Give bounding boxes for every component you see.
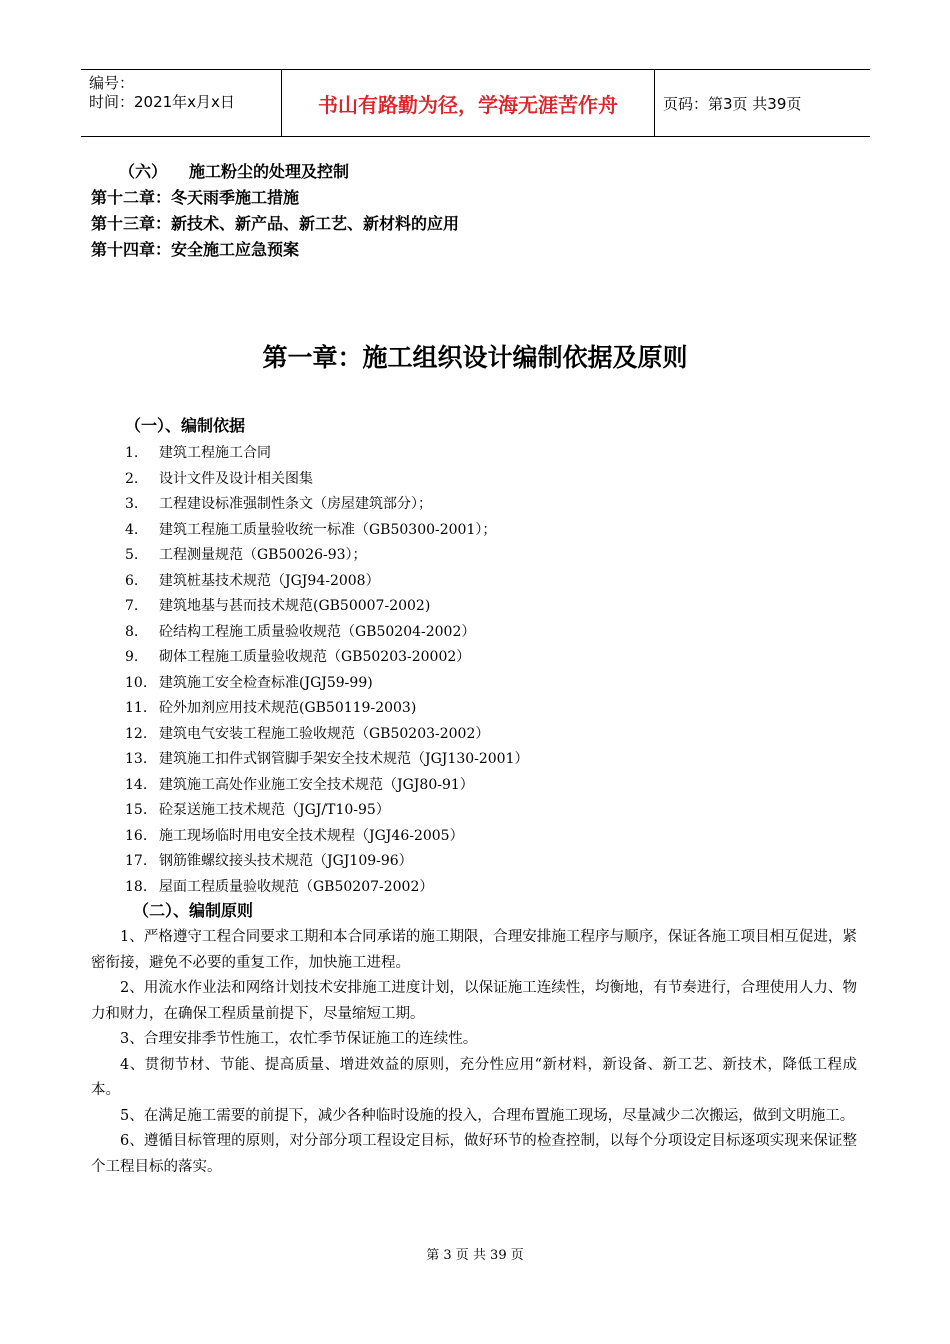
list-item: 9. 砌体工程施工质量验收规范（GB50203-20002） [125,649,471,665]
toc-sub-item-number: （六） [119,162,168,181]
list-item: 14. 建筑施工高处作业施工安全技术规范（JGJ80-91） [125,776,474,793]
section-title-principles: （二）、编制原则 [133,901,254,920]
principle-paragraph: 6、遵循目标管理的原则，对分部分项工程设定目标，做好环节的检查控制，以每个分项设定目标逐项实现来保证整个工程目标的落实。 [91,1133,857,1175]
toc-sub-item [91,159,459,185]
toc-sub-item-text: 施工粉尘的处理及控制 [189,162,350,181]
page-header [81,69,870,137]
list-item: 3. 工程建设标准强制性条文（房屋建筑部分）； [125,496,432,512]
document-date: 时间：2021年x月x日 [89,93,235,111]
list-item: 4. 建筑工程施工质量验收统一标准（GB50300-2001）； [125,521,497,538]
list-item: 5. 工程测量规范（GB50026-93）； [125,547,367,563]
toc-chapter: 第十三章：新技术、新产品、新工艺、新材料的应用 [91,214,460,233]
list-item: 2. 设计文件及设计相关图集 [125,470,313,487]
principles-body [91,925,857,1180]
toc-chapter: 第十二章：冬天雨季施工措施 [91,188,300,207]
principle-paragraph: 3、合理安排季节性施工，农忙季节保证施工的连续性。 [120,1031,478,1047]
document-number-label: 编号： [89,74,135,92]
header-page-info: 页码：第3页 共39页 [663,94,802,113]
list-item: 7. 建筑地基与甚而技术规范(GB50007-2002) [125,598,431,614]
page-footer: 第 3 页 共 39 页 [426,1248,524,1263]
header-motto: 书山有路勤为径，学海无涯苦作舟 [281,70,655,136]
list-item: 6. 建筑桩基技术规范（JGJ94-2008） [125,572,380,589]
principle-paragraph: 4、贯彻节材、节能、提高质量、增进效益的原则，充分性应用“新材料，新设备、新工艺、新技术，降低工程成本。 [91,1056,857,1098]
list-item: 13. 建筑施工扣件式钢管脚手架安全技术规范（JGJ130-2001） [125,751,529,767]
list-item: 12. 建筑电气安装工程施工验收规范（GB50203-2002） [125,725,490,742]
list-item: 16. 施工现场临时用电安全技术规程（JGJ46-2005） [125,827,464,844]
list-item: 18. 屋面工程质量验收规范（GB50207-2002） [125,878,434,895]
list-item: 15. 砼泵送施工技术规范（JGJ/T10-95） [125,802,390,818]
list-item: 11. 砼外加剂应用技术规范(GB50119-2003) [125,700,417,716]
principle-paragraph: 1、严格遵守工程合同要求工期和本合同承诺的施工期限，合理安排施工程序与顺序，保证各施工项目相互促进，紧密衔接，避免不必要的重复工作，加快施工进程。 [91,929,857,971]
list-item: 10. 建筑施工安全检查标准(JGJ59-99) [125,674,373,691]
list-item: 8. 砼结构工程施工质量验收规范（GB50204-2002） [125,623,476,640]
header-meta [89,70,279,140]
toc-chapter: 第十四章：安全施工应急预案 [91,240,300,259]
principle-paragraph: 5、在满足施工需要的前提下，减少各种临时设施的投入，合理布置施工现场，尽量减少二次搬运，做到文明施工。 [120,1107,855,1124]
list-item: 1. 建筑工程施工合同 [125,445,271,461]
principle-paragraph: 2、用流水作业法和网络计划技术安排施工进度计划，以保证施工连续性，均衡地，有节奏进行，合理使用人力、物力和财力，在确保工程质量前提下，尽量缩短工期。 [91,980,857,1022]
chapter-title: 第一章：施工组织设计编制依据及原则 [262,343,688,372]
list-item: 17. 钢筋锥螺纹接头技术规范（JGJ109-96） [125,853,413,869]
reference-list [125,441,529,900]
section-title-basis: （一）、编制依据 [125,416,246,435]
table-of-contents [91,159,459,263]
